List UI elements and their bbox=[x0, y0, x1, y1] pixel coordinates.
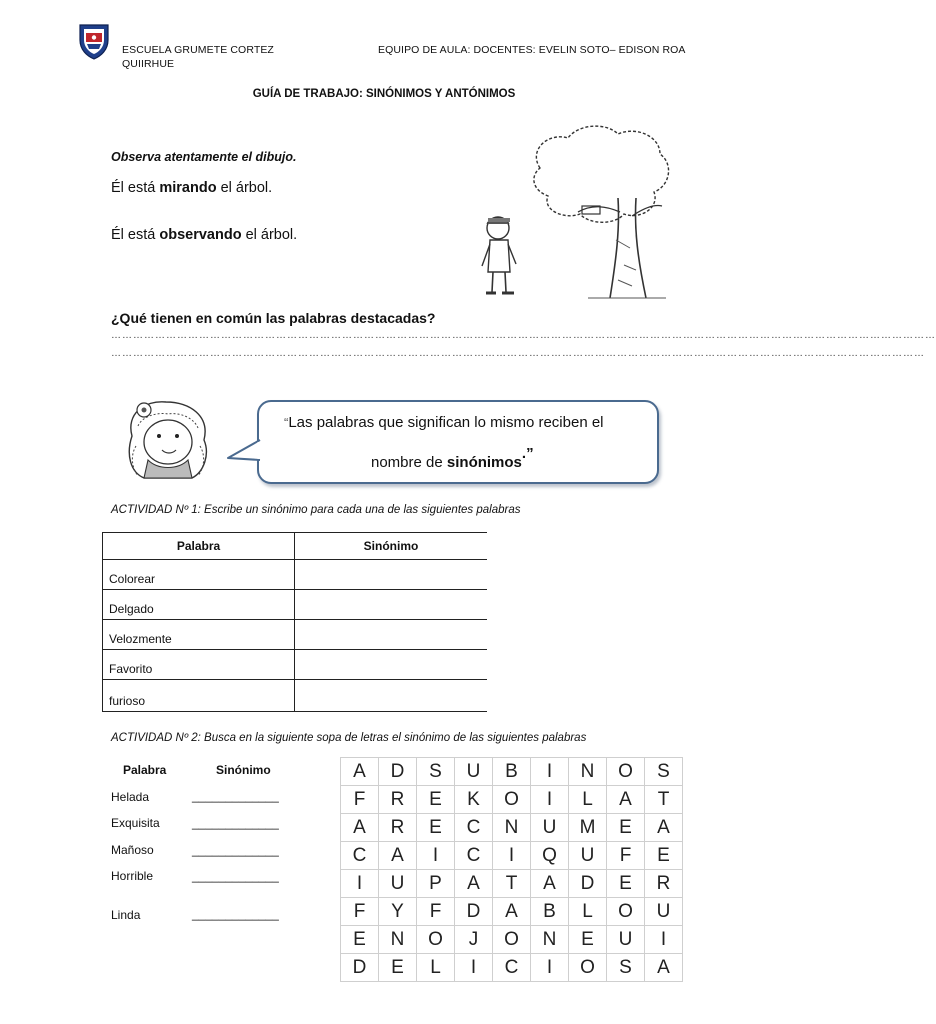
grid-letter-cell[interactable]: O bbox=[417, 926, 455, 954]
word-list-item: Mañoso bbox=[111, 843, 154, 857]
highlight-observando: observando bbox=[159, 227, 242, 243]
grid-row bbox=[341, 758, 683, 786]
grid-letter-cell[interactable]: O bbox=[607, 758, 645, 786]
word-search-grid bbox=[340, 757, 683, 982]
grid-letter-cell[interactable]: U bbox=[379, 870, 417, 898]
grid-letter-cell[interactable]: O bbox=[607, 898, 645, 926]
activity-1-title: ACTIVIDAD Nº 1: Escribe un sinónimo para cada una de las siguientes palabras bbox=[111, 504, 521, 516]
grid-letter-cell[interactable]: D bbox=[569, 870, 607, 898]
grid-letter-cell[interactable]: E bbox=[645, 842, 683, 870]
grid-letter-cell[interactable]: O bbox=[493, 786, 531, 814]
grid-letter-cell[interactable]: E bbox=[379, 954, 417, 982]
speech-bubble bbox=[257, 400, 659, 484]
grid-letter-cell[interactable]: E bbox=[607, 814, 645, 842]
word-cell: Colorear bbox=[103, 560, 295, 590]
word-cell: Velozmente bbox=[103, 620, 295, 650]
grid-letter-cell[interactable]: U bbox=[645, 898, 683, 926]
grid-letter-cell[interactable]: A bbox=[645, 814, 683, 842]
table-row bbox=[103, 680, 488, 712]
grid-letter-cell[interactable]: B bbox=[531, 898, 569, 926]
answer-blank[interactable]: _____________ bbox=[192, 816, 279, 830]
grid-letter-cell[interactable]: A bbox=[607, 786, 645, 814]
grid-letter-cell[interactable]: A bbox=[379, 842, 417, 870]
grid-letter-cell[interactable]: F bbox=[341, 898, 379, 926]
word-list-item: Linda bbox=[111, 908, 141, 922]
grid-letter-cell[interactable]: I bbox=[417, 842, 455, 870]
grid-letter-cell[interactable]: E bbox=[607, 870, 645, 898]
school-name: ESCUELA GRUMETE CORTEZ bbox=[122, 44, 274, 56]
highlight-mirando: mirando bbox=[159, 180, 217, 196]
grid-letter-cell[interactable]: D bbox=[379, 758, 417, 786]
grid-letter-cell[interactable]: U bbox=[531, 814, 569, 842]
school-crest bbox=[77, 22, 111, 60]
grid-letter-cell[interactable]: A bbox=[341, 814, 379, 842]
grid-letter-cell[interactable]: E bbox=[417, 786, 455, 814]
grid-letter-cell[interactable]: F bbox=[417, 898, 455, 926]
school-location: QUIIRHUE bbox=[122, 58, 175, 70]
grid-letter-cell[interactable]: L bbox=[569, 786, 607, 814]
grid-letter-cell[interactable]: I bbox=[531, 954, 569, 982]
open-quote: “ bbox=[284, 415, 289, 430]
grid-letter-cell[interactable]: C bbox=[341, 842, 379, 870]
grid-letter-cell[interactable]: F bbox=[607, 842, 645, 870]
grid-letter-cell[interactable]: A bbox=[341, 758, 379, 786]
grid-row bbox=[341, 814, 683, 842]
grid-row bbox=[341, 870, 683, 898]
word-list-header-sinonimo: Sinónimo bbox=[216, 763, 271, 777]
teaching-team: EQUIPO DE AULA: DOCENTES: EVELIN SOTO– EDISON ROA bbox=[378, 44, 686, 56]
grid-letter-cell[interactable]: N bbox=[569, 758, 607, 786]
grid-letter-cell[interactable]: U bbox=[569, 842, 607, 870]
table-row bbox=[103, 620, 488, 650]
answer-blank[interactable]: _____________ bbox=[192, 843, 279, 857]
grid-letter-cell[interactable]: I bbox=[531, 758, 569, 786]
grid-letter-cell[interactable]: Y bbox=[379, 898, 417, 926]
word-cell: furioso bbox=[103, 680, 295, 712]
grid-letter-cell[interactable]: E bbox=[417, 814, 455, 842]
word-list-header-palabra: Palabra bbox=[123, 763, 167, 777]
grid-letter-cell[interactable]: A bbox=[531, 870, 569, 898]
answer-blank[interactable]: _____________ bbox=[192, 789, 279, 803]
table-header-row bbox=[103, 533, 488, 560]
answer-line-2[interactable]: …………………………………………………………………………………………………………………………………………………………………………………………………… bbox=[111, 348, 925, 359]
grid-letter-cell[interactable]: I bbox=[645, 926, 683, 954]
grid-letter-cell[interactable]: C bbox=[455, 842, 493, 870]
header-sinonimo: Sinónimo bbox=[295, 533, 488, 560]
grid-row bbox=[341, 842, 683, 870]
grid-letter-cell[interactable]: S bbox=[607, 954, 645, 982]
word-cell: Favorito bbox=[103, 650, 295, 680]
grid-letter-cell[interactable]: D bbox=[341, 954, 379, 982]
grid-letter-cell[interactable]: A bbox=[645, 954, 683, 982]
grid-row bbox=[341, 786, 683, 814]
header-palabra: Palabra bbox=[103, 533, 295, 560]
grid-row bbox=[341, 926, 683, 954]
grid-letter-cell[interactable]: K bbox=[455, 786, 493, 814]
grid-letter-cell[interactable]: L bbox=[569, 898, 607, 926]
boy-looking-at-tree-illustration bbox=[470, 120, 680, 305]
grid-letter-cell[interactable]: A bbox=[455, 870, 493, 898]
worksheet-title: GUÍA DE TRABAJO: SINÓNIMOS Y ANTÓNIMOS bbox=[252, 88, 516, 100]
word-list-item: Exquisita bbox=[111, 816, 160, 830]
grid-letter-cell[interactable]: N bbox=[379, 926, 417, 954]
grid-letter-cell[interactable]: N bbox=[493, 814, 531, 842]
girl-illustration bbox=[118, 396, 218, 482]
grid-letter-cell[interactable]: I bbox=[455, 954, 493, 982]
bubble-line-1: “Las palabras que significan lo mismo reciben el bbox=[284, 414, 604, 431]
speech-bubble-tail bbox=[226, 438, 266, 468]
grid-letter-cell[interactable]: I bbox=[341, 870, 379, 898]
grid-letter-cell[interactable]: S bbox=[645, 758, 683, 786]
grid-letter-cell[interactable]: T bbox=[493, 870, 531, 898]
grid-row bbox=[341, 898, 683, 926]
sentence-2: Él está observando el árbol. bbox=[111, 227, 298, 243]
grid-letter-cell[interactable]: Q bbox=[531, 842, 569, 870]
grid-letter-cell[interactable]: B bbox=[493, 758, 531, 786]
grid-letter-cell[interactable]: O bbox=[493, 926, 531, 954]
grid-letter-cell[interactable]: E bbox=[569, 926, 607, 954]
grid-letter-cell[interactable]: N bbox=[531, 926, 569, 954]
grid-letter-cell[interactable]: L bbox=[417, 954, 455, 982]
grid-letter-cell[interactable]: R bbox=[379, 814, 417, 842]
close-quote: .” bbox=[521, 445, 534, 462]
sentence-1: Él está mirando el árbol. bbox=[111, 180, 273, 196]
synonym-table bbox=[102, 532, 487, 712]
grid-letter-cell[interactable]: U bbox=[607, 926, 645, 954]
grid-letter-cell[interactable]: D bbox=[455, 898, 493, 926]
grid-letter-cell[interactable]: O bbox=[569, 954, 607, 982]
synonym-answer-cell[interactable] bbox=[295, 560, 488, 590]
table-row bbox=[103, 590, 488, 620]
answer-blank[interactable]: _____________ bbox=[192, 869, 279, 883]
grid-letter-cell[interactable]: I bbox=[493, 842, 531, 870]
grid-letter-cell[interactable]: U bbox=[455, 758, 493, 786]
grid-letter-cell[interactable]: E bbox=[341, 926, 379, 954]
word-cell: Delgado bbox=[103, 590, 295, 620]
question-heading: ¿Qué tienen en común las palabras destacadas? bbox=[111, 310, 436, 326]
grid-letter-cell[interactable]: C bbox=[493, 954, 531, 982]
grid-letter-cell[interactable]: I bbox=[531, 786, 569, 814]
table-row bbox=[103, 560, 488, 590]
answer-blank[interactable]: _____________ bbox=[192, 907, 279, 921]
word-list-item: Helada bbox=[111, 790, 150, 804]
synonym-answer-cell[interactable] bbox=[295, 650, 488, 680]
activity-2-title: ACTIVIDAD Nº 2: Busca en la siguiente sopa de letras el sinónimo de las siguientes palabras bbox=[111, 732, 587, 744]
grid-letter-cell[interactable]: M bbox=[569, 814, 607, 842]
grid-row bbox=[341, 954, 683, 982]
grid-letter-cell[interactable]: F bbox=[341, 786, 379, 814]
grid-letter-cell[interactable]: C bbox=[455, 814, 493, 842]
synonym-answer-cell[interactable] bbox=[295, 620, 488, 650]
table-row bbox=[103, 650, 488, 680]
grid-letter-cell[interactable]: T bbox=[645, 786, 683, 814]
observe-instruction: Observa atentamente el dibujo. bbox=[111, 150, 297, 164]
answer-line-1[interactable]: ……………………………………………………………………………………………………………………………………………………………………………………………………… bbox=[111, 330, 936, 341]
bubble-line-2: nombre de sinónimos.” bbox=[371, 445, 534, 471]
grid-letter-cell[interactable]: S bbox=[417, 758, 455, 786]
grid-letter-cell[interactable]: J bbox=[455, 926, 493, 954]
word-list-item: Horrible bbox=[111, 869, 154, 883]
grid-letter-cell[interactable]: R bbox=[645, 870, 683, 898]
grid-letter-cell[interactable]: A bbox=[493, 898, 531, 926]
keyword-sinonimos: sinónimos bbox=[446, 454, 522, 471]
grid-letter-cell[interactable]: R bbox=[379, 786, 417, 814]
synonym-answer-cell[interactable] bbox=[295, 590, 488, 620]
synonym-answer-cell[interactable] bbox=[295, 680, 488, 712]
grid-letter-cell[interactable]: P bbox=[417, 870, 455, 898]
